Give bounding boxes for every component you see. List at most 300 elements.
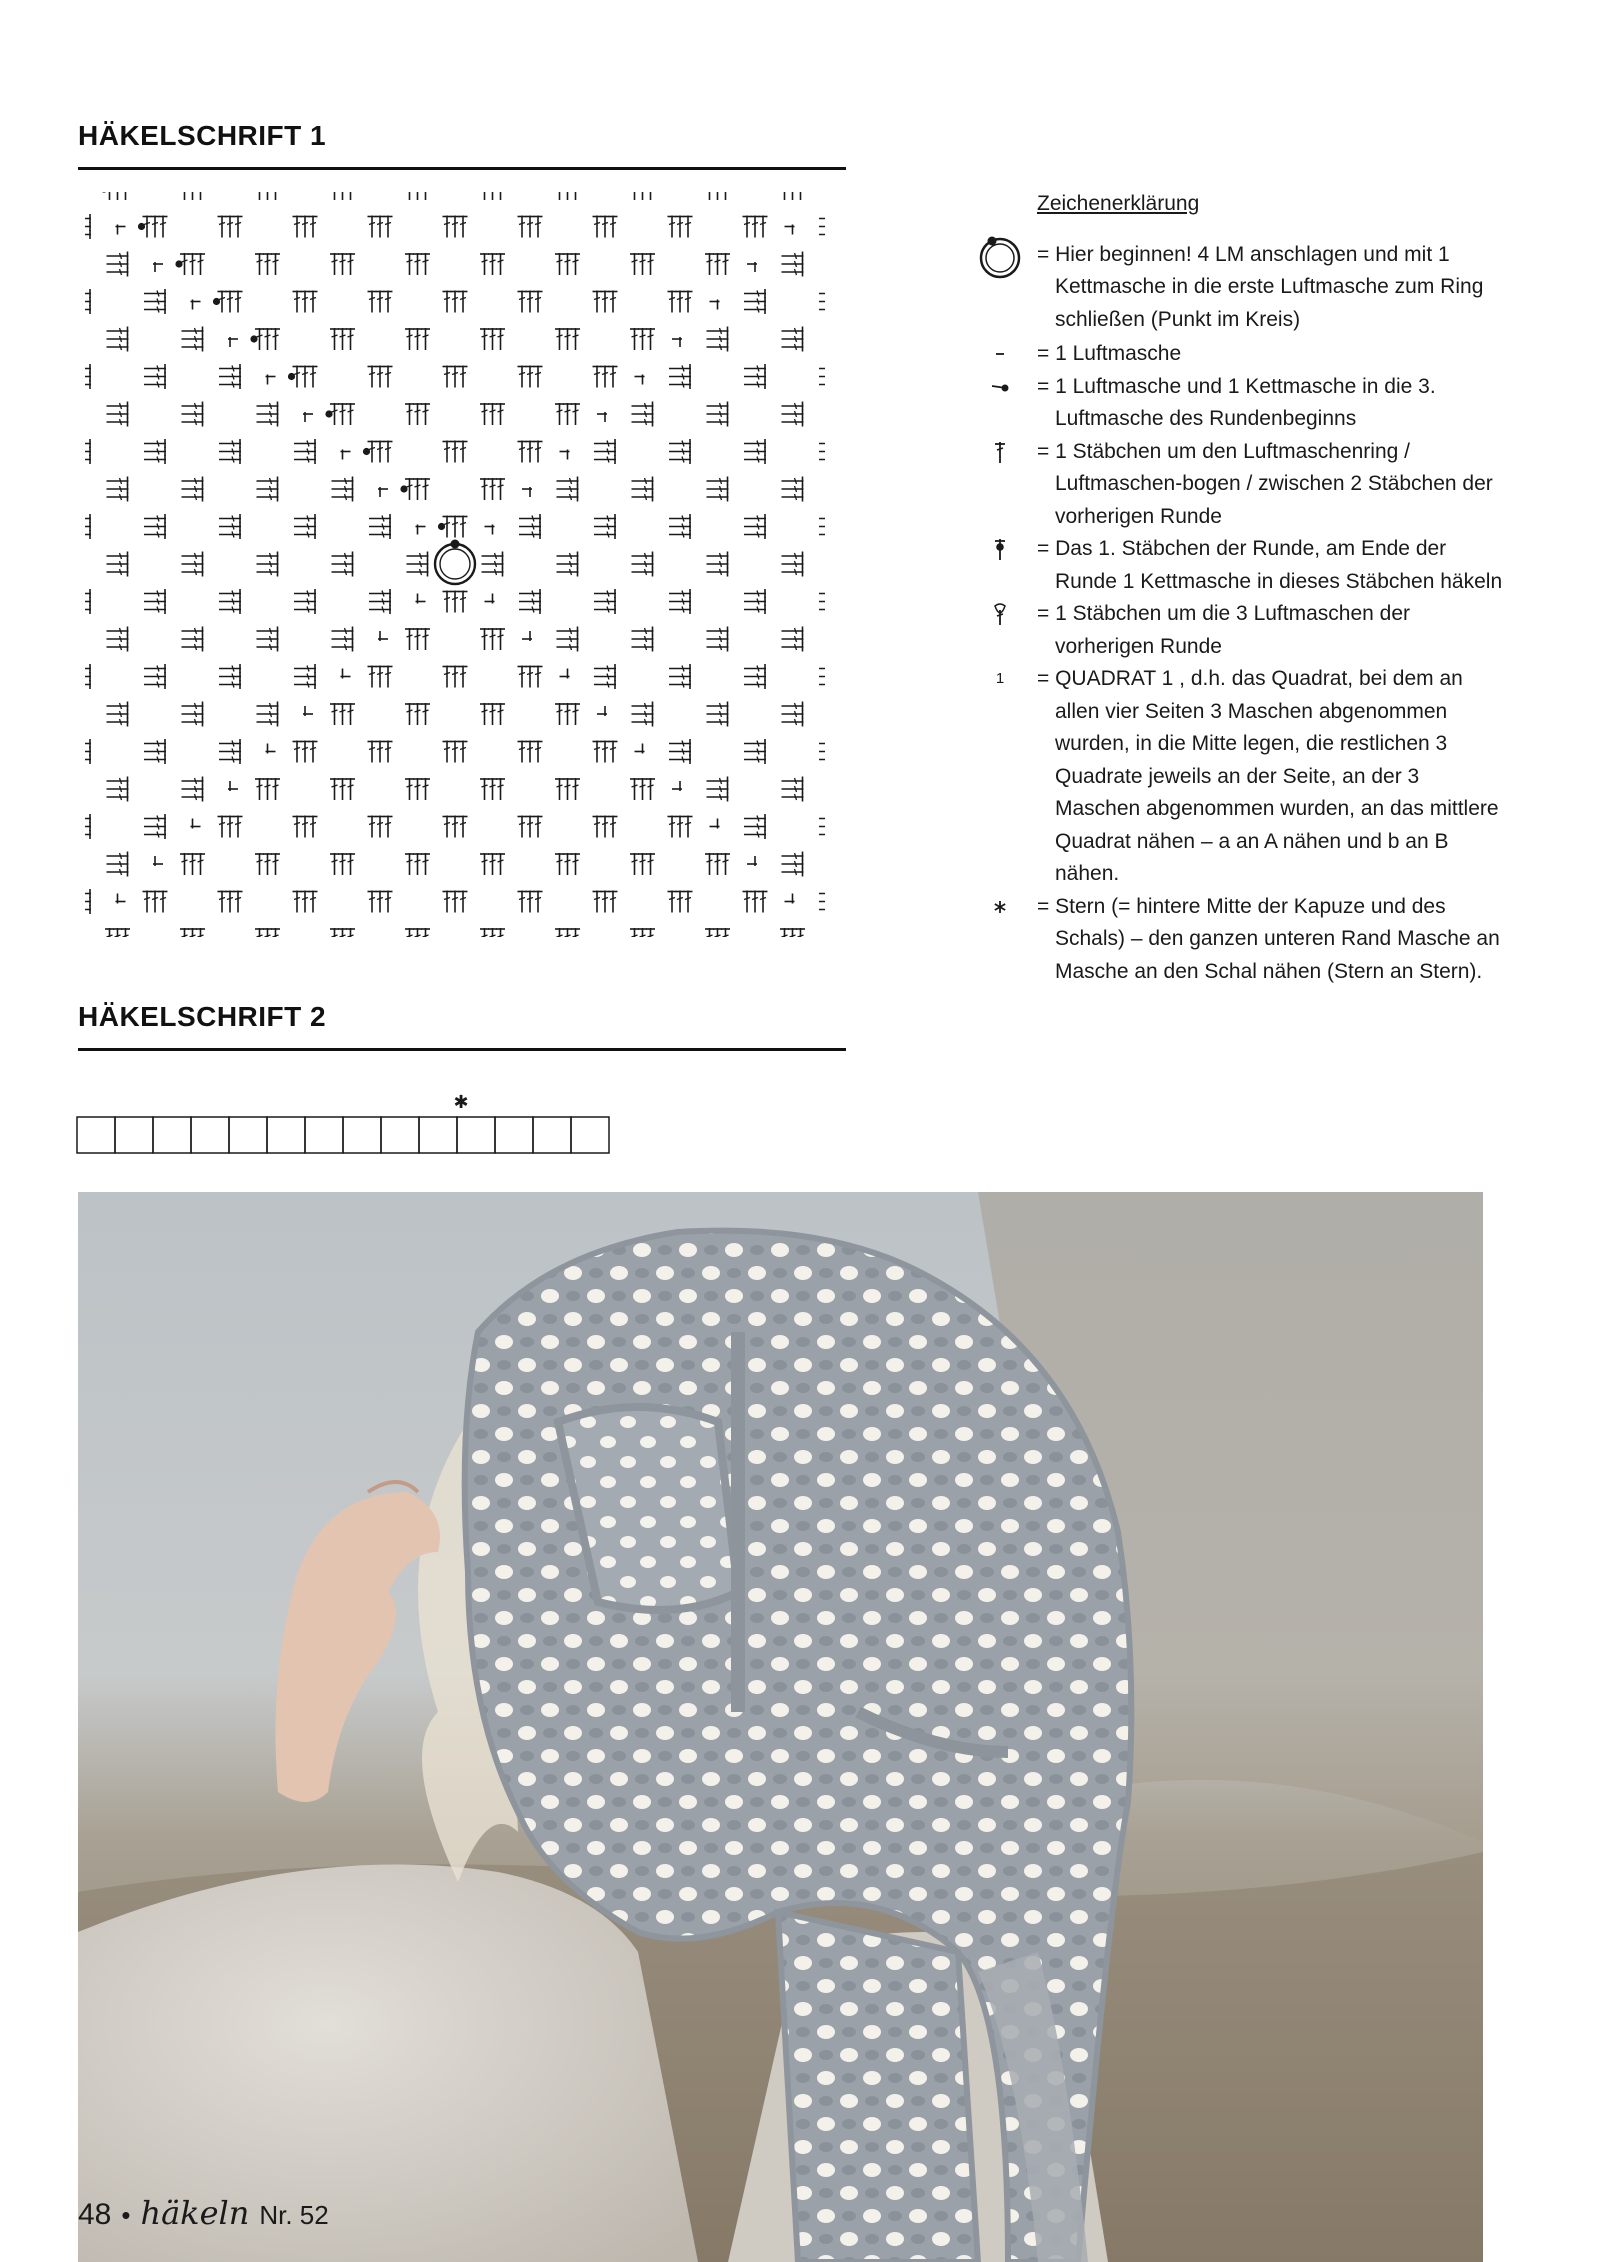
dc-stitch-symbol [819,530,825,539]
dc-stitch-symbol [782,718,804,727]
dc-stitch-symbol [143,891,152,913]
dc-stitch-symbol [819,455,825,464]
dc-stitch-symbol [271,928,280,937]
dc-stitch-symbol [744,455,766,464]
dc-stitch-symbol [819,297,825,306]
dc-stitch-symbol [301,891,310,913]
dc-stitch-symbol [294,680,316,689]
dc-stitch-symbol [188,192,197,200]
dc-stitch-symbol [369,522,391,531]
dc-stitch-symbol [421,778,430,800]
dc-stitch-symbol [555,778,564,800]
dc-stitch-symbol [707,777,729,786]
chart-2-cell-row [77,1117,609,1153]
dc-stitch-symbol [669,739,691,748]
dc-stitch-symbol [271,853,280,875]
dc-stitch-symbol [180,192,189,200]
dc-stitch-symbol [459,516,468,538]
dc-stitch-symbol [144,522,166,531]
dc-stitch-symbol [263,192,272,200]
dc-stitch-symbol [219,447,241,456]
dc-stitch-symbol [144,305,166,314]
dc-stitch-symbol [676,291,685,313]
dc-stitch-symbol [376,366,385,388]
dc-stitch-symbol [601,816,610,838]
dc-stitch-symbol [293,891,302,913]
dc-stitch-symbol [294,672,316,681]
dc-stitch-symbol [646,778,655,800]
dc-stitch-symbol [255,192,264,200]
dc-stitch-symbol [226,816,235,838]
dc-stitch-symbol [782,785,804,794]
dc-stitch-symbol [632,552,654,561]
dc-stitch-symbol [782,402,804,411]
dc-stitch-symbol [707,485,729,494]
dc-stitch-symbol [459,441,468,463]
chart-1-round [107,216,804,913]
dc-stitch-symbol [271,253,280,275]
dc-stitch-symbol [85,905,91,914]
dc-stitch-symbol [669,522,691,531]
dc-stitch-symbol [257,418,279,427]
dc-stitch-symbol [369,597,391,606]
dc-stitch-symbol [294,522,316,531]
dc-stitch-symbol [384,291,393,313]
dc-stitch-symbol [555,192,564,200]
dc-stitch-symbol [459,366,468,388]
dc-stitch-symbol [85,372,91,381]
dc-stitch-symbol [669,605,691,614]
dc-stitch-symbol [85,514,91,523]
dc-stitch-symbol [780,192,789,200]
dc-stitch-symbol [294,605,316,614]
chart-2-cell [191,1117,229,1153]
dc-stitch-symbol [669,380,691,389]
dc-stitch-symbol [85,530,91,539]
dc-stitch-symbol [85,597,91,606]
dc-stitch-symbol [85,589,91,598]
dc-stitch-symbol [638,853,647,875]
dc-stitch-symbol [669,372,691,381]
dc-stitch-symbol [744,664,766,673]
dc-stitch-symbol [526,741,535,763]
dc-stitch-symbol [707,335,729,344]
dc-stitch-symbol [219,364,241,373]
dc-stitch-symbol [601,891,610,913]
dc-stitch-symbol [368,216,377,238]
dc-stitch-symbol [107,268,129,277]
dc-stitch-symbol [819,830,825,839]
dc-stitch-symbol [85,605,91,614]
dc-stitch-symbol [563,328,572,350]
dc-stitch-symbol [594,664,616,673]
dc-stitch-symbol [480,703,489,725]
dc-stitch-symbol [405,853,414,875]
dc-stitch-symbol [443,666,452,688]
dc-stitch-symbol [571,328,580,350]
dc-stitch-symbol [632,635,654,644]
dc-stitch-symbol [218,816,227,838]
double-crochet-around-chain-icon [965,598,1035,630]
dc-stitch-symbol [255,253,264,275]
dc-stitch-symbol [638,328,647,350]
dc-stitch-symbol [593,216,602,238]
dc-stitch-symbol [630,192,639,200]
dc-stitch-symbol [594,605,616,614]
dc-stitch-symbol [669,364,691,373]
dc-stitch-symbol [182,410,204,419]
dc-stitch-symbol [819,739,825,748]
dc-stitch-symbol [144,439,166,448]
dc-stitch-symbol [496,853,505,875]
dc-stitch-symbol [496,628,505,650]
dc-stitch-symbol [459,666,468,688]
dc-stitch-symbol [346,253,355,275]
dc-stitch-symbol [309,291,318,313]
chart-1-start-ring [435,540,475,585]
dc-stitch-symbol [557,493,579,502]
dc-stitch-symbol [519,605,541,614]
legend-text-square-one: = QUADRAT 1 , d.h. das Quadrat, bei dem an allen vier Seiten 3 Maschen abgenommen wurden, in die Mitte legen, die restlichen 3 Quadrate jeweils an der Seite, an der 3 Maschen abgenommen wurden, an das mittlere Quadrat nähen – a an A nähen und b an B nähen. [1037,667,1499,885]
dc-stitch-symbol [182,785,204,794]
photo-crochet-hood [78,1192,1483,2262]
dc-stitch-symbol [405,253,414,275]
dc-stitch-symbol [782,552,804,561]
dc-stitch-symbol [369,605,391,614]
dc-stitch-symbol [638,928,647,937]
dc-stitch-symbol [144,372,166,381]
dc-stitch-symbol [646,253,655,275]
dc-stitch-symbol [180,928,189,937]
dc-stitch-symbol [121,928,130,937]
dc-stitch-symbol [684,216,693,238]
dc-stitch-symbol [744,364,766,373]
dc-stitch-symbol [563,703,572,725]
dc-stitch-symbol [421,328,430,350]
dc-stitch-symbol [609,741,618,763]
dc-stitch-symbol [384,741,393,763]
dc-stitch-symbol [819,597,825,606]
legend-text-double-crochet: = 1 Stäbchen um den Luftmaschenring / Luftmaschen-bogen / zwischen 2 Stäbchen der vorherigen Runde [1037,439,1493,528]
dc-stitch-symbol [593,366,602,388]
dc-stitch-symbol [819,305,825,314]
dc-stitch-symbol [443,891,452,913]
dc-stitch-symbol [609,216,618,238]
dc-stitch-symbol [782,260,804,269]
dc-stitch-symbol [332,568,354,577]
dc-stitch-symbol [555,253,564,275]
dc-stitch-symbol [309,891,318,913]
dc-stitch-symbol [593,891,602,913]
dc-stitch-symbol [759,216,768,238]
dc-stitch-symbol [646,192,655,200]
dc-stitch-symbol [346,853,355,875]
dc-stitch-symbol [721,853,730,875]
legend-item-double-crochet [965,436,1505,534]
dc-stitch-symbol [257,710,279,719]
dc-stitch-symbol [257,643,279,652]
chart-1-round [407,516,504,613]
dc-stitch-symbol [782,343,804,352]
dc-stitch-symbol [534,366,543,388]
dc-stitch-symbol [796,192,805,200]
dc-stitch-symbol [705,253,714,275]
dc-stitch-symbol [669,672,691,681]
dc-stitch-symbol [338,703,347,725]
dc-stitch-symbol [782,710,804,719]
chart-2-title: HÄKELSCHRIFT 2 [78,1001,327,1032]
dc-stitch-symbol [518,666,527,688]
legend-item-first-double-crochet [965,533,1505,598]
dc-stitch-symbol [107,718,129,727]
dc-stitch-symbol [368,666,377,688]
dc-stitch-symbol [219,380,241,389]
dc-stitch-symbol [257,493,279,502]
dc-stitch-symbol [819,664,825,673]
dc-stitch-symbol [182,327,204,336]
dc-stitch-symbol [743,216,752,238]
dc-stitch-symbol [571,928,580,937]
dc-stitch-symbol [632,702,654,711]
dc-stitch-symbol [526,216,535,238]
dc-stitch-symbol [107,643,129,652]
dc-stitch-symbol [638,778,647,800]
dc-stitch-symbol [630,778,639,800]
crochet-chart-1 [85,192,825,937]
dc-stitch-symbol [384,816,393,838]
dc-stitch-symbol [707,327,729,336]
page-footer [78,2194,329,2234]
dc-stitch-symbol [526,366,535,388]
dc-stitch-symbol [563,192,572,200]
dc-stitch-symbol [782,643,804,652]
dc-stitch-symbol [744,597,766,606]
dc-stitch-symbol [594,589,616,598]
chart-2-title-rule [78,1048,846,1051]
dc-stitch-symbol [263,928,272,937]
dc-stitch-symbol [368,741,377,763]
chart-1-round [369,478,541,650]
dc-stitch-symbol [182,493,204,502]
dc-stitch-symbol [707,402,729,411]
dc-stitch-symbol [669,680,691,689]
ring-icon [965,231,1035,281]
dc-stitch-symbol [294,664,316,673]
dc-stitch-symbol [480,328,489,350]
dc-stitch-symbol [330,778,339,800]
dc-stitch-symbol [555,928,564,937]
dc-stitch-symbol [196,853,205,875]
dc-stitch-symbol [743,891,752,913]
dc-stitch-symbol [526,891,535,913]
dc-stitch-symbol [594,514,616,523]
dc-stitch-symbol [593,816,602,838]
dc-stitch-symbol [219,747,241,756]
dc-stitch-symbol [555,703,564,725]
dc-stitch-symbol [534,816,543,838]
dc-stitch-symbol [819,439,825,448]
square-one-label: 1 [995,669,1005,687]
dc-stitch-symbol [443,441,452,463]
dc-stitch-symbol [413,778,422,800]
dc-stitch-symbol [519,597,541,606]
dc-stitch-symbol [413,703,422,725]
dc-stitch-symbol [759,891,768,913]
dc-stitch-symbol [346,703,355,725]
dc-stitch-symbol [188,253,197,275]
dc-stitch-symbol [555,853,564,875]
dc-stitch-symbol [107,568,129,577]
dc-stitch-symbol [782,327,804,336]
legend-item-star [965,891,1505,989]
dc-stitch-symbol [257,702,279,711]
dc-stitch-symbol [519,589,541,598]
dc-stitch-symbol [144,589,166,598]
dc-stitch-symbol [113,928,122,937]
dc-stitch-symbol [782,627,804,636]
dc-stitch-symbol [255,928,264,937]
dc-stitch-symbol [819,822,825,831]
chart-2-cell [305,1117,343,1153]
dc-stitch-symbol [488,478,497,500]
dc-stitch-symbol [144,297,166,306]
dc-stitch-symbol [707,552,729,561]
dc-stitch-symbol [443,216,452,238]
dc-stitch-symbol [819,222,825,231]
dc-stitch-symbol [744,822,766,831]
dc-stitch-symbol [782,493,804,502]
dc-stitch-symbol [226,891,235,913]
dc-stitch-symbol [219,589,241,598]
dc-stitch-symbol [263,778,272,800]
dc-stitch-symbol [144,739,166,748]
dc-stitch-symbol [488,703,497,725]
dc-stitch-symbol [85,522,91,531]
dc-stitch-symbol [594,439,616,448]
dc-stitch-symbol [721,928,730,937]
dc-stitch-symbol [594,680,616,689]
dc-stitch-symbol [107,852,129,861]
dc-stitch-symbol [257,402,279,411]
dc-stitch-symbol [407,568,429,577]
dc-stitch-symbol [85,447,91,456]
dc-stitch-symbol [226,291,235,313]
dc-stitch-symbol [451,216,460,238]
legend-item-chain [965,338,1505,371]
dc-stitch-symbol [707,718,729,727]
dc-stitch-symbol [782,477,804,486]
dc-stitch-symbol [413,328,422,350]
dc-stitch-symbol [496,703,505,725]
chart-2-cell [419,1117,457,1153]
dc-stitch-symbol [330,703,339,725]
dc-stitch-symbol [405,703,414,725]
dc-stitch-symbol [557,643,579,652]
dc-stitch-symbol [557,568,579,577]
dc-stitch-symbol [257,718,279,727]
dc-stitch-symbol [571,778,580,800]
dc-stitch-symbol [107,260,129,269]
legend-item-dc-around-chain [965,598,1505,663]
dc-stitch-symbol [107,252,129,261]
dc-stitch-symbol [480,928,489,937]
legend-text-first-double-crochet: = Das 1. Stäbchen der Runde, am Ende der Runde 1 Kettmasche in dieses Stäbchen häkeln [1037,537,1503,593]
dc-stitch-symbol [482,552,504,561]
dc-stitch-symbol [632,485,654,494]
dc-stitch-symbol [338,192,347,200]
dc-stitch-symbol [563,853,572,875]
dc-stitch-symbol [413,192,422,200]
dc-stitch-symbol [234,291,243,313]
dc-stitch-symbol [707,785,729,794]
chart-1-round [257,366,654,763]
dc-stitch-symbol [144,597,166,606]
chart-2-cell [153,1117,191,1153]
dc-stitch-symbol [346,192,355,200]
dc-stitch-symbol [107,402,129,411]
dc-stitch-symbol [107,793,129,802]
dc-stitch-symbol [638,192,647,200]
dc-stitch-symbol [105,192,114,200]
dc-stitch-symbol [257,627,279,636]
dc-stitch-symbol [480,192,489,200]
dc-stitch-symbol [263,328,272,350]
dc-stitch-symbol [85,455,91,464]
dc-stitch-symbol [669,447,691,456]
dc-stitch-symbol [405,778,414,800]
dc-stitch-symbol [107,702,129,711]
dc-stitch-symbol [601,216,610,238]
dc-stitch-symbol [488,778,497,800]
dc-stitch-symbol [219,672,241,681]
dc-stitch-symbol [85,364,91,373]
dc-stitch-symbol [707,343,729,352]
legend-text-star: = Stern (= hintere Mitte der Kapuze und des Schals) – den ganzen unteren Rand Masche an Masche an den Schal nähen (Stern an Stern). [1037,894,1500,983]
dc-stitch-symbol [782,860,804,869]
dc-stitch-symbol [107,493,129,502]
dc-stitch-symbol [338,853,347,875]
dc-stitch-symbol [557,477,579,486]
dc-stitch-symbol [369,589,391,598]
dc-stitch-symbol [107,560,129,569]
dc-stitch-symbol [451,666,460,688]
dc-stitch-symbol [526,291,535,313]
legend-item-start-ring [965,239,1505,337]
dc-stitch-symbol [182,793,204,802]
dc-stitch-symbol [632,627,654,636]
dc-stitch-symbol [496,478,505,500]
dc-stitch-symbol [107,477,129,486]
dc-stitch-symbol [496,778,505,800]
dc-stitch-symbol [669,664,691,673]
dc-stitch-symbol [144,447,166,456]
dc-stitch-symbol [219,455,241,464]
dc-stitch-symbol [219,439,241,448]
dc-stitch-symbol [684,891,693,913]
dc-stitch-symbol [646,928,655,937]
dc-stitch-symbol [534,666,543,688]
crochet-chart-2 [70,1085,850,1165]
dc-stitch-symbol [105,928,114,937]
dc-stitch-symbol [451,291,460,313]
dc-stitch-symbol [721,192,730,200]
dc-stitch-symbol [676,891,685,913]
dc-stitch-symbol [707,410,729,419]
dc-stitch-symbol [294,514,316,523]
dc-stitch-symbol [330,192,339,200]
dc-stitch-symbol [707,627,729,636]
dc-stitch-symbol [782,410,804,419]
